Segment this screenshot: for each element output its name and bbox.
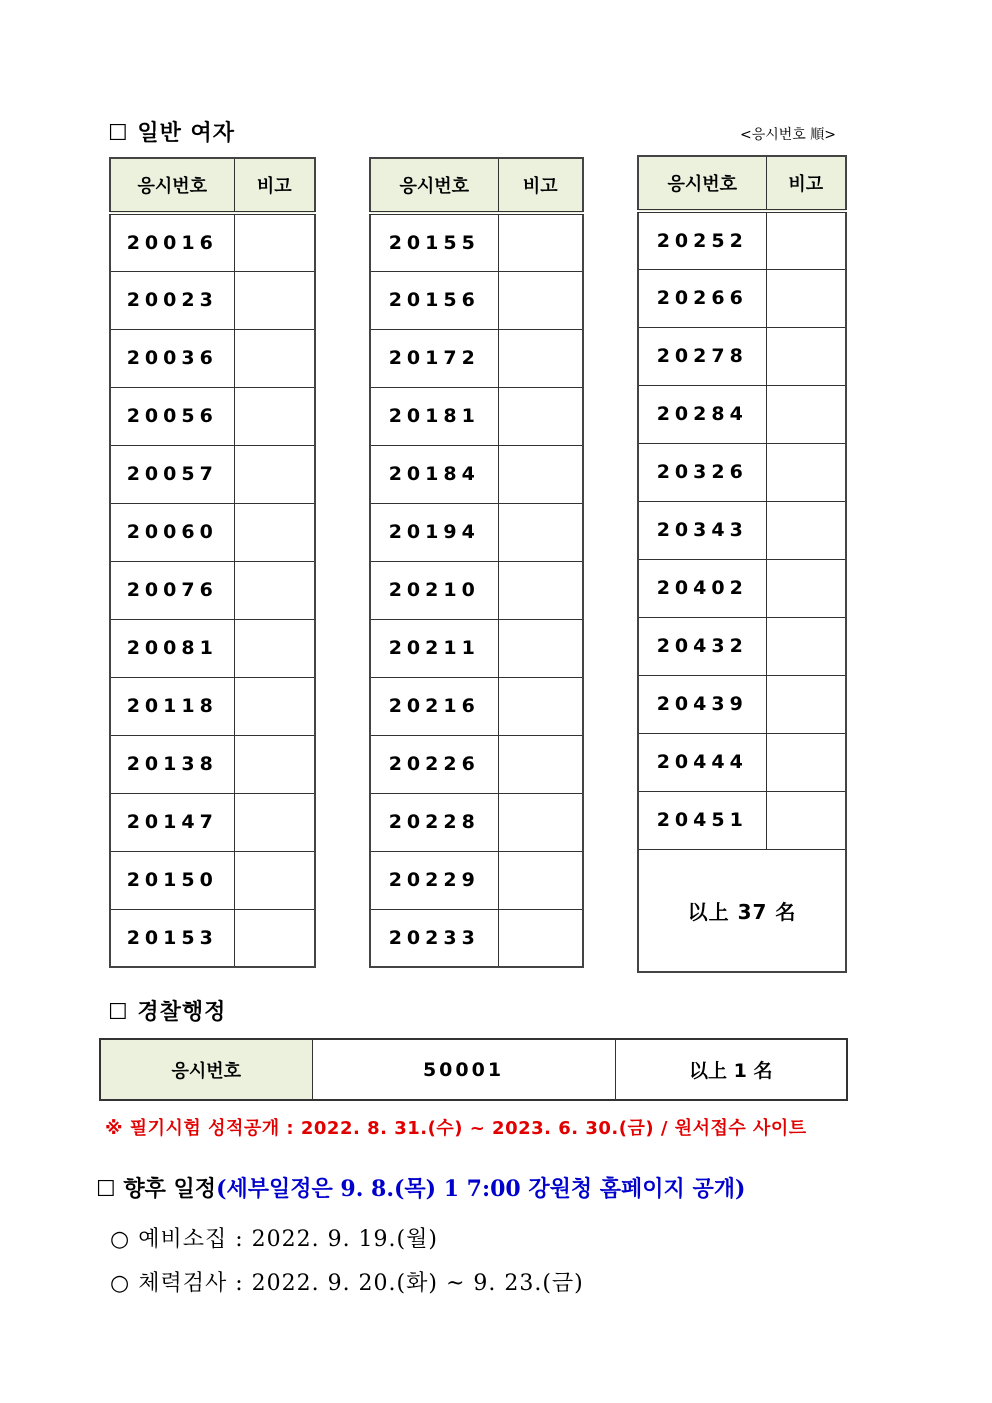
remark-cell: [234, 213, 315, 271]
header-number: 응시번호: [638, 156, 766, 211]
applicant-number: 20057: [110, 445, 234, 503]
table-row: [370, 271, 583, 329]
applicant-number: 20233: [370, 909, 498, 967]
total-general-count: 以上 37 名: [638, 849, 846, 972]
applicant-number: 20081: [110, 619, 234, 677]
remark-cell: [766, 327, 846, 385]
remark-cell: [498, 271, 583, 329]
remark-cell: [498, 329, 583, 387]
table-row: [638, 385, 846, 443]
applicant-number: 20056: [110, 387, 234, 445]
applicant-number: 20194: [370, 503, 498, 561]
remark-cell: [234, 735, 315, 793]
remark-cell: [498, 909, 583, 967]
table-row: [110, 909, 315, 967]
schedule-item-1: ○ 예비소집 : 2022. 9. 19.(월): [110, 1227, 438, 1252]
remark-cell: [498, 387, 583, 445]
remark-cell: [498, 735, 583, 793]
applicant-number: 20229: [370, 851, 498, 909]
table-row: [638, 269, 846, 327]
applicant-number: 20451: [638, 791, 766, 849]
applicant-number: 20153: [110, 909, 234, 967]
remark-cell: [498, 619, 583, 677]
table-row: [638, 675, 846, 733]
remark-cell: [498, 561, 583, 619]
score-notice: ※ 필기시험 성적공개 : 2022. 8. 31.(수) ~ 2023. 6. 30.(금) / 원서접수 사이트: [105, 1118, 807, 1139]
remark-cell: [498, 445, 583, 503]
order-note: <응시번호 順>: [740, 127, 837, 143]
table-row: [370, 619, 583, 677]
applicant-number: 20016: [110, 213, 234, 271]
remark-cell: [766, 269, 846, 327]
remark-cell: [498, 851, 583, 909]
table-row: [638, 211, 846, 269]
remark-cell: [234, 329, 315, 387]
applicant-number: 20060: [110, 503, 234, 561]
applicant-number: 20023: [110, 271, 234, 329]
applicant-number: 20216: [370, 677, 498, 735]
applicant-number: 20266: [638, 269, 766, 327]
remark-cell: [234, 793, 315, 851]
applicant-number: 20147: [110, 793, 234, 851]
table-row: [110, 271, 315, 329]
police-total: 以上 1 名: [615, 1039, 847, 1100]
remark-cell: [234, 909, 315, 967]
table-row: [370, 561, 583, 619]
applicant-number: 20210: [370, 561, 498, 619]
remark-cell: [234, 445, 315, 503]
remark-cell: [766, 733, 846, 791]
table-row: [370, 793, 583, 851]
remark-cell: [498, 213, 583, 271]
applicant-number: 20036: [110, 329, 234, 387]
table-row: [110, 851, 315, 909]
table-row: [370, 503, 583, 561]
remark-cell: [498, 677, 583, 735]
table-row: [370, 735, 583, 793]
applicant-number: 20439: [638, 675, 766, 733]
table-row: [110, 677, 315, 735]
remark-cell: [766, 559, 846, 617]
applicant-number: 20402: [638, 559, 766, 617]
remark-cell: [766, 211, 846, 269]
applicant-number: 20444: [638, 733, 766, 791]
header-remark: 비고: [766, 156, 846, 211]
remark-cell: [234, 387, 315, 445]
remark-cell: [234, 503, 315, 561]
table-row: [110, 503, 315, 561]
remark-cell: [766, 501, 846, 559]
future-note: (세부일정은 9. 8.(목) 1 7:00 강원청 홈페이지 공개): [216, 1176, 746, 1202]
remark-cell: [766, 675, 846, 733]
police-number: 50001: [312, 1039, 615, 1100]
applicant-number: 20184: [370, 445, 498, 503]
applicant-number: 20284: [638, 385, 766, 443]
applicant-number: 20343: [638, 501, 766, 559]
remark-cell: [766, 617, 846, 675]
table-row: [638, 327, 846, 385]
applicant-number: 20432: [638, 617, 766, 675]
police-label: 응시번호: [100, 1039, 312, 1100]
applicant-number: 20156: [370, 271, 498, 329]
header-remark: 비고: [234, 158, 315, 213]
applicant-number: 20228: [370, 793, 498, 851]
police-admin-table: [99, 1038, 848, 1101]
schedule-item-2: ○ 체력검사 : 2022. 9. 20.(화) ~ 9. 23.(금): [110, 1271, 584, 1296]
future-heading-text: ☐ 향후 일정: [96, 1177, 217, 1202]
header-remark: 비고: [498, 158, 583, 213]
applicant-number: 20118: [110, 677, 234, 735]
remark-cell: [234, 561, 315, 619]
table-row: [110, 793, 315, 851]
table-row: [370, 851, 583, 909]
table-row: [110, 619, 315, 677]
remark-cell: [234, 619, 315, 677]
applicant-number: 20172: [370, 329, 498, 387]
remark-cell: [766, 443, 846, 501]
table-row: [638, 733, 846, 791]
table-row: [638, 501, 846, 559]
table-row: [370, 445, 583, 503]
header-number: 응시번호: [370, 158, 498, 213]
remark-cell: [766, 791, 846, 849]
table-row: [110, 387, 315, 445]
applicant-number: 20278: [638, 327, 766, 385]
applicant-number: 20226: [370, 735, 498, 793]
applicant-table-1: [109, 157, 316, 968]
applicant-table-2: [369, 157, 584, 968]
remark-cell: [234, 851, 315, 909]
table-row: [638, 617, 846, 675]
table-row: [638, 559, 846, 617]
table-row: [110, 735, 315, 793]
table-row: [370, 677, 583, 735]
applicant-number: 20138: [110, 735, 234, 793]
future-schedule-heading: [96, 1172, 745, 1203]
applicant-number: 20181: [370, 387, 498, 445]
table-row: [370, 387, 583, 445]
applicant-number: 20326: [638, 443, 766, 501]
table-row: [110, 329, 315, 387]
remark-cell: [498, 793, 583, 851]
table-row: [370, 213, 583, 271]
remark-cell: [766, 385, 846, 443]
table-row: [638, 443, 846, 501]
table-row: [110, 561, 315, 619]
header-number: 응시번호: [110, 158, 234, 213]
applicant-number: 20150: [110, 851, 234, 909]
applicant-number: 20076: [110, 561, 234, 619]
applicant-table-3: [637, 155, 847, 973]
section-general-female-heading: ☐ 일반 여자: [108, 121, 236, 146]
remark-cell: [234, 271, 315, 329]
table-row: [370, 909, 583, 967]
applicant-number: 20155: [370, 213, 498, 271]
applicant-number: 20252: [638, 211, 766, 269]
section-police-admin-heading: ☐ 경찰행정: [108, 1000, 227, 1025]
table-row: [110, 213, 315, 271]
table-row: [110, 445, 315, 503]
remark-cell: [498, 503, 583, 561]
applicant-number: 20211: [370, 619, 498, 677]
table-row: [370, 329, 583, 387]
remark-cell: [234, 677, 315, 735]
table-row: [638, 791, 846, 849]
